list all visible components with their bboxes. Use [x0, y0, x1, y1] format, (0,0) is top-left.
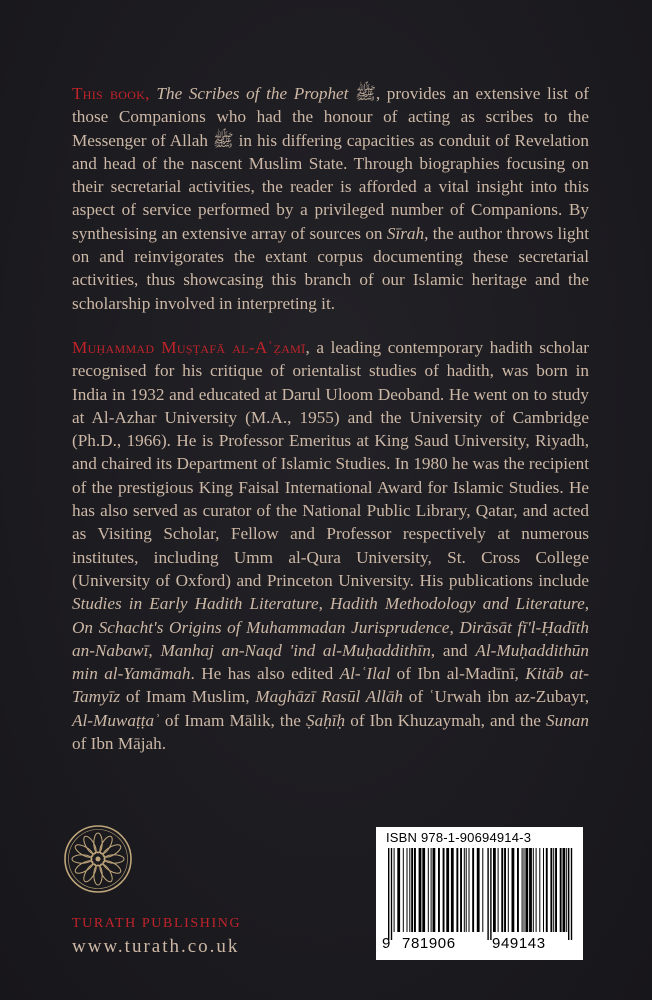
seal-petal [72, 855, 92, 863]
barcode-bar [403, 848, 404, 932]
description-text: The Scribes of the Prophet ﷺ, provides an extensive list of those Companions who had the honour of acting as scribes to the Messenger of Allah ﷺ in his differing capacities as conduit of Revelation and head of the nascent Muslim State. Through biographies focusing on their secretarial activities, the reader is afforded a vital insight into this aspect of service performed by a privileged number of Companions. By synthesising an extensive array of sources on Sīrah, the author throws light on and reinvigorates the extant corpus documenting these secretarial activities, thus showcasing this branch of our Islamic heritage and the scholarship involved in interpreting it. [72, 84, 590, 313]
barcode-bar [517, 848, 519, 932]
barcode-bar [460, 848, 462, 932]
barcode-bar [539, 848, 540, 932]
barcode-bar [477, 848, 480, 932]
seal-petal [104, 855, 124, 863]
barcode-bar [533, 848, 534, 932]
barcode-bar [529, 848, 532, 932]
barcode-bar [498, 848, 499, 932]
barcode-bar [391, 848, 392, 940]
barcode-bar [550, 848, 552, 932]
barcode-bar [419, 848, 422, 932]
barcode-bar [469, 848, 470, 932]
description-lead: This book, [72, 84, 150, 103]
rosette-seal-icon [62, 823, 134, 895]
barcode-bar [388, 848, 389, 940]
isbn-label: ISBN 978-1-90694914-3 [386, 830, 532, 845]
barcode-bar [504, 848, 506, 932]
barcode-bars [380, 848, 579, 940]
barcode-bar [397, 848, 400, 932]
barcode-bar [433, 848, 436, 932]
barcode-bar [501, 848, 503, 932]
barcode-bar [422, 848, 425, 932]
barcode-bar [560, 848, 562, 932]
barcode-bar [411, 848, 413, 932]
barcode-bar [571, 848, 572, 940]
barcode-bar [546, 848, 548, 932]
isbn-barcode [376, 827, 583, 960]
seal-petal [94, 833, 102, 853]
barcode-bar [524, 848, 525, 932]
publisher-name: TURATH PUBLISHING [72, 916, 242, 931]
barcode-bar [566, 848, 567, 932]
barcode-bar [487, 848, 488, 940]
barcode-bar [456, 848, 458, 932]
seal-petal [94, 865, 102, 885]
publisher-website[interactable]: www.turath.co.uk [72, 936, 240, 957]
barcode-bar [472, 848, 474, 932]
barcode-bar [414, 848, 416, 932]
barcode-bar [563, 848, 566, 932]
barcode-bar [407, 848, 408, 932]
barcode-bar [446, 848, 449, 932]
barcode-bar [536, 848, 537, 932]
barcode-bar [464, 848, 465, 932]
barcode-bar [568, 848, 569, 940]
barcode-lead-digit: 9 [382, 935, 391, 952]
barcode-bar [555, 848, 557, 932]
barcode-bar [543, 848, 544, 932]
author-bio-text: , a leading contemporary hadith scholar recognised for his critique of orientalist studies of hadith, was born in India in 1932 and educated at Darul Uloom Deoband. He went on to study at Al-Azhar University (M.A., 1955) and the University of Cambridge (Ph.D., 1966). He is Professor Emeritus at King Saud University, Riyadh, and chaired its Department of Islamic Studies. In 1980 he was the recipient of the prestigious King Faisal International Award for Islamic Studies. He has also served as curator of the National Public Library, Qatar, and acted as Visiting Scholar, Fellow and Professor respectively at numerous institutes, including Umm al-Qura University, St. Cross College (University of Oxford) and Princeton University. His publications include Studies in Early Hadith Literature, Hadith Methodology and Literature, On Schacht's Origins of Muhammadan Jurisprudence, Dirāsāt fī'l-Ḥadīth an-Nabawī, Manhaj an-Naqd 'ind al-Muḥaddithīn, and Al-Muḥaddithūn min al-Yamāmah. He has also edited Al-ʿIlal of Ibn al-Madīnī, Kitāb at-Tamyīz of Imam Muslim, Maghāzī Rasūl Allāh of ʿUrwah ibn az-Zubayr, Al-Muwaṭṭaʾ of Imam Mālik, the Ṣaḥīḥ of Ibn Khuzaymah, and the Sunan of Ibn Mājah. [72, 338, 590, 754]
book-description [72, 82, 589, 315]
barcode-bar [493, 848, 496, 932]
author-name: Muḥammad Muṣṭafā al-Aʿẓamī [72, 338, 306, 357]
barcode-left-digits: 781906 [402, 935, 456, 952]
barcode-bar [522, 848, 523, 932]
barcode-bar [394, 848, 395, 932]
barcode-bar [451, 848, 454, 932]
barcode-bar [466, 848, 467, 932]
barcode-bar [508, 848, 509, 932]
author-biography [72, 336, 589, 755]
barcode-bar [512, 848, 515, 932]
barcode-bar [431, 848, 432, 932]
barcode-bar [482, 848, 483, 932]
barcode-right-digits: 949143 [492, 935, 546, 952]
barcode-bar [525, 848, 528, 932]
barcode-bar [553, 848, 554, 932]
barcode-bar [438, 848, 440, 932]
barcode-bar [428, 848, 429, 932]
barcode-digits [382, 935, 578, 957]
barcode-bar [490, 848, 491, 940]
barcode-bar [443, 848, 445, 932]
barcode-bar [409, 848, 410, 932]
